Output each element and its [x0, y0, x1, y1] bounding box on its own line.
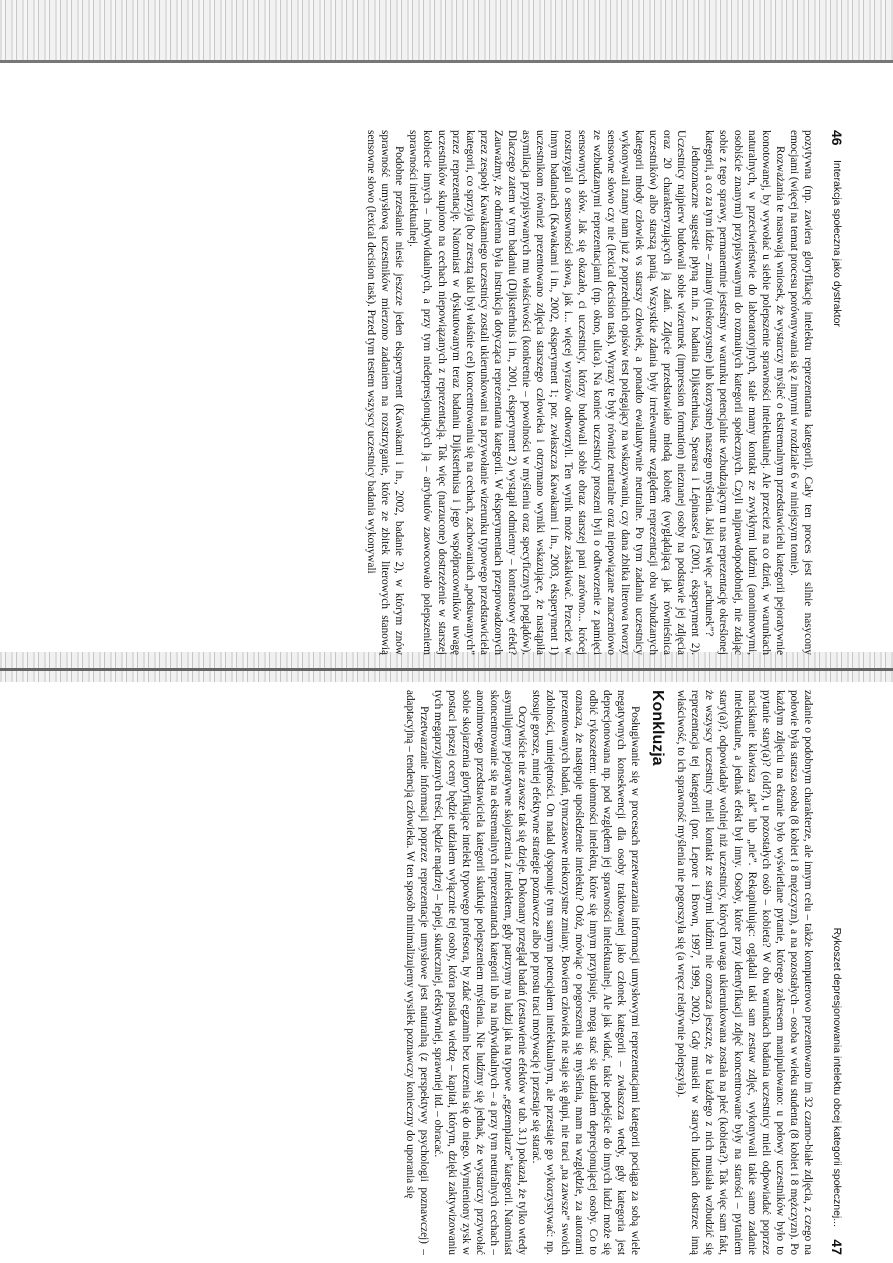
section-heading: Konkluzja [649, 690, 667, 766]
page-header [825, 690, 845, 1255]
paragraph: Jednoznaczne sugestie płyną m.in. z badania Dijksterhuisa, Spearsa i Lépinasse'a (2001, eksperyment 2). Uczestnicy najpierw budowali sobie wizerunek (impression formation) nieznanej osoby na podstawie jej zdjęcia oraz 20 charakteryzujących ją zdań. Zdjęcie przedstawiało młodą kobietę (wyglądającą jak równieśnica uczestników) albo starszą panią. Wszystkie zdania były irrelewantne względem reprezentacji obu wzbudzanych kategorii młody człowiek vs starszy człowiek, a ponadto ewaluatywnie neutralne. Po tym zadaniu uczestnicy wykonywali znany nam już z poprzednich opisów test polegający na wskazywaniu, czy dana zbitka literowa tworzy sensowne słowo czy nie (lexical decision task). Wyrazy te były również neutralne oraz niepowiązane znaczeniowo ze wzbudzanymi reprezentacjami (np. okno, ulica). Na koniec uczestnicy proszeni byli o odtworzenie z pamięci sensownych słów. Jak się okazało, ci uczestnicy, którzy budowali sobie obraz starszej pani zarówno... krócej rozstrzygali o sensowności słowa, jak i... więcej wyrazów odtworzyli. Ten wynik może zaskakiwać. Przecież w innym badaniach (Kawakami i in., 2002, eksperyment 1; por. zwłaszcza Kawakami i in., 2003, eksperyment 1) uczestnikom również prezentowano zdjęcia starszego człowieka i otrzymano wyniki wskazujące, że nastąpiła asymilacja przypisywanych mu właściwości (konkretnie – powolności w myśleniu oraz specyficznych poglądów). Dlaczego zatem w tym badaniu (Dijksterhuis i in., 2001, eksperyment 2) wystąpił odmienny – kontrastowy efekt? Zauważmy, że odmienna była instrukcja dotycząca reprezentanta kategorii. W eksperymentach przeprowadzonych przez zespoły Kawakamiego uczestnicy zostali ukierunkowani na przywołanie wizerunku typowego przedstawiciela kategorii, co sprzyja (bo zresztą taki był właśnie cel) koncentrowaniu się na cechach, zachowaniach „podsuwanych” przez reprezentację. Natomiast w dyskutowanym teraz badaniu Dijksterhuisa i jego współpracowników uwagę uczestników skupiono na cechach niepowiązanych z reprezentacją. Tak więc (narzucone) dostrzeżenie w starszej kobiecie innych – indywidualnych, a przy tym niedepresjonujących ją – atrybutów zaowocowało polepszeniem sprawności intelektualnej. [407, 130, 702, 655]
scan-artifact-top [0, 0, 893, 60]
scan-artifact-middle [0, 652, 893, 682]
scan-edge-middle [0, 668, 893, 671]
running-title: Rykoszet depresjonowania intelektu obcej kategorii społecznej... [831, 927, 843, 1227]
paragraph: Oczywiście nie zawsze tak się dzieje. Dokonany przegląd badań (zestawienie efektów w tab. 3.1) pokazał, że tylko wtedy asymilujemy pejoratywne skojarzenia z intelektem, gdy patrzymy na ludzi jak na typowe „egzemplarze” kategorii. Natomiast skoncentrowanie się na ekstremalnych reprezentantach kategorii lub na indywidualnych – a przy tym neutralnych cechach – anonimowego przedstawiciela kategorii skutkuje polepszeniem myślenia. Nie ludźmy się jednak, że wystarczy przywołać sobie skojarzenia gloryfikujące intelekt typowego profesora, by zdać egzamin bez uczenia się do niego. Wymieniony zysk w postaci lepszej oceny będzie udziałem wyłącznie tej osoby, która posiada wiedzę – kapitał, którym, dzięki zaktywizowaniu tych megaprzyjaznych treści, będzie mądrzej – lepiej, skuteczniej, efektywniej, sprawniej itd. – obracać. [431, 690, 529, 1255]
paragraph: pozytywna (np. zawiera gloryfikację intelektu reprezentanta kategorii). Cały ten proces jest silnie nasycony emocjami (więcej na temat procesu porównywania się z innymi w rozdziale 6 w niniejszym tomie). [787, 130, 814, 655]
paragraph: Posługiwanie się w procesach przetwarzania informacji umysłowymi reprezentacjami kategorii pociąga za sobą wiele negatywnych konsekwencji dla osoby traktowanej jako członek kategorii – zwłaszcza wtedy, gdy kategoria jest deprecjonowana np. pod względem jej sprawności intelektualnej. Ale jak widać, takie podejście do innych ludzi może się odbić rykoszetem: ułomności intelektu, które się innym przypisuje, mogą stać się udziałem deprecjonującej osoby. Co to oznacza, że następuje upośledzenie intelektu? Otóż, mówiąc o pogorszeniu się myślenia, mam na względzie, za autorami prezentowanych badań, tymczasowe niekorzystne zmiany. Bowiem człowiek nie staje się głupi, nie traci „na zawsze” swoich zdolności, umiejętności. On nadal dysponuje tym samym potencjałem intelektualnym, ale przestaje go wykorzystywać: np. stosuje gorsze, mniej efektywne strategie poznawcze albo po prostu traci motywację i przestaje się starać. [530, 690, 642, 1255]
paragraph: zadanie o podobnym charakterze, ale innym celu – także komputerowo prezentowano im 32 czarno-białe zdjęcia, z czego na połowie była starsza osoba (8 kobiet i 8 mężczyzn), a na pozostałych – osoba w wieku studenta (8 kobiet i 8 mężczyzn). Po każdym zdjęciu na ekranie było wyświetlane pytanie, którego zakresem manipulowano: u połowy uczestników było to pytanie stary(a)? (old?), u pozostałych osób – kobieta? W obu warunkach badania uczestnicy mieli odpowiadać poprzez naciskanie klawisza „tak” lub „nie”. Rekapitulując: oglądali taki sam zestaw zdjęć, wykonywali takie samo zadanie intelektualne, a jednak efekt był inny. Osoby, które przy identyfikacji zdjęć koncentrowane były na starości – pytaniem stary(a)?, odpowiadały wolniej niż uczestnicy, których uwaga ukierunkowana została na płeć (kobieta?). Tak więc sam fakt, że wszyscy uczestnicy mieli kontakt ze starymi ludźmi nie oznacza jeszcze, że u każdego z nich musiała wzbudzić się reprezentacja tej kategorii (por. Lepore i Brown, 1997, 1999, 2002). Gdy musieli w starych ludziach dostrzec inną właściwość, to ich sprawność myślenia nie pogorszyła się (a wręcz relatywnie polepszyła). [675, 690, 814, 1255]
book-page-47 [55, 690, 845, 1255]
scan-edge-top [0, 60, 893, 63]
page-number: 47 [829, 1239, 845, 1255]
page-number: 46 [829, 130, 845, 146]
paragraph: Podobne przesłanie niesie jeszcze jeden eksperyment (Kawakami i in., 2002, badanie 2), w którym znów sprawność umysłową uczestników mierzono zadaniem na rozstrzyganie, które ze zbitek literowych stanowią sensowne słowo (lexical decision task). Przed tym testem wszyscy uczestnicy badania wykonywali [365, 130, 406, 655]
page-header [825, 130, 845, 655]
paragraph: Przetwarzanie informacji poprzez reprezentacje umysłowe jest naturalną (z perspektywy psychologii poznawczej) – adaptacyjną – tendencją człowieka. W ten sposób minimalizujemy wysiłek poznawczy konieczny do uporania się [403, 690, 430, 1255]
running-title: Interakcja społeczna jako dystraktor [831, 160, 843, 327]
paragraph: Rozważania te nasuwają wniosek, że wystarczy myśleć o ekstremalnym przedstawicielu kategorii pejoratywnie konotowanej, by wywołać u siebie polepszenie sprawności intelektualnej. Ale przecież na co dzień, w warunkach naturalnych, w przeciwieństwie do laboratoryjnych, stale mamy kontakt ze zwykłymi ludźmi (anonimowymi, osobiście znanymi) przypisywanymi do rozmaitych kategorii społecznych. Czyli najprawdopodobniej, nie zdając sobie z tego sprawy, permanentnie jesteśmy w warunku potencjalnie wzbudzającym u nas reprezentację określonej kategorii, a co za tym idzie – zmiany (niekorzystne) lub korzystne) naszego myślenia. Jaki jest więc „rachunek”? [703, 130, 786, 655]
book-page-46 [55, 130, 845, 655]
